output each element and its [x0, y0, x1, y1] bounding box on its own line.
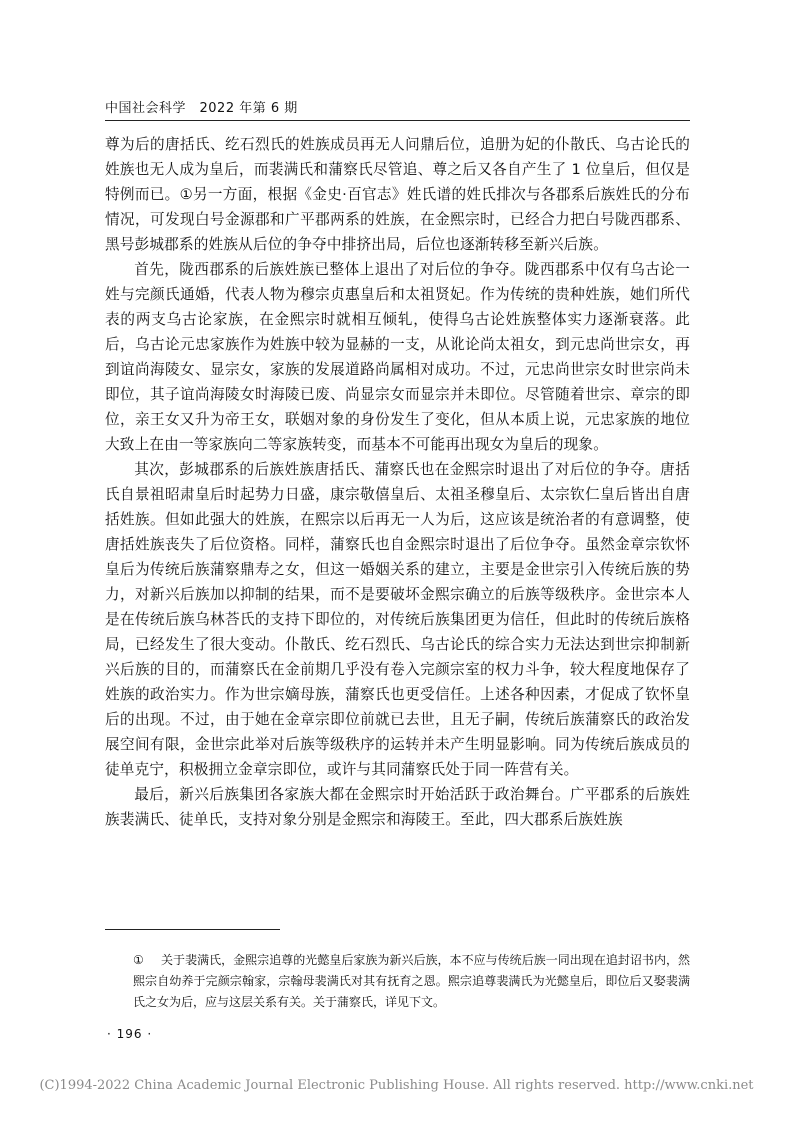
- paragraph-1: 尊为后的唐括氏、纥石烈氏的姓族成员再无人问鼎后位，追册为妃的仆散氏、乌古论氏的姓族也无人成为皇后，而裴满氏和蒲察氏尽管追、尊之后又各自产生了 1 位皇后，但仅是特例而已。①另一方面，根据《金史·百官志》姓氏谱的姓氏排次与各郡系后族姓氏的分布情况，可发现白号金源郡和广平郡两系的姓族，在金熙宗时，已经合力把白号陇西郡系、黑号彭城郡系的姓族从后位的争夺中排挤出局，后位也逐渐转移至新兴后族。: [105, 136, 690, 253]
- body-text: [105, 132, 690, 832]
- footnote: [133, 950, 690, 1013]
- paragraph-4: 最后，新兴后族集团各家族大都在金熙宗时开始活跃于政治舞台。广平郡系的后族姓族裴满氏、徒单氏，支持对象分别是金熙宗和海陵王。至此，四大郡系后族姓族: [105, 786, 690, 828]
- footnote-rule: [105, 929, 280, 930]
- footnote-mark: ①: [133, 953, 144, 967]
- paragraph-3: 其次，彭城郡系的后族姓族唐括氏、蒲察氏也在金熙宗时退出了对后位的争夺。唐括氏自景祖昭肃皇后时起势力日盛，康宗敬僖皇后、太祖圣穆皇后、太宗钦仁皇后皆出自唐括姓族。但如此强大的姓族，在熙宗以后再无一人为后，这应该是统治者的有意调整，使唐括姓族丧失了后位资格。同样，蒲察氏也自金熙宗时退出了后位争夺。虽然金章宗钦怀皇后为传统后族蒲察鼎寿之女，但这一婚姻关系的建立，主要是金世宗引入传统后族的势力，对新兴后族加以抑制的结果，而不是要破坏金熙宗确立的后族等级秩序。金世宗本人是在传统后族乌林荅氏的支持下即位的，对传统后族集团更为信任，但此时的传统后族格局，已经发生了很大变动。仆散氏、纥石烈氏、乌古论氏的综合实力无法达到世宗抑制新兴后族的目的，而蒲察氏在金前期几乎没有卷入完颜宗室的权力斗争，较大程度地保存了姓族的政治实力。作为世宗嫡母族，蒲察氏也更受信任。上述各种因素，才促成了钦怀皇后的出现。不过，由于她在金章宗即位前就已去世，且无子嗣，传统后族蒲察氏的政治发展空间有限，金世宗此举对后族等级秩序的运转并未产生明显影响。同为传统后族成员的徒单克宁，积极拥立金章宗即位，或许与其同蒲察氏处于同一阵营有关。: [105, 461, 690, 778]
- footnote-text: 关于裴满氏，金熙宗追尊的光懿皇后家族为新兴后族，本不应与传统后族一同出现在追封诏书内，然熙宗自幼养于完颜宗翰家，宗翰母裴满氏对其有抚育之恩。熙宗追尊裴满氏为光懿皇后，即位后又娶裴满氏之女为后，应与这层关系有关。关于蒲察氏，详见下文。: [133, 953, 690, 1009]
- paragraph-2: 首先，陇西郡系的后族姓族已整体上退出了对后位的争夺。陇西郡系中仅有乌古论一姓与完颜氏通婚，代表人物为穆宗贞惠皇后和太祖贤妃。作为传统的贵种姓族，她们所代表的两支乌古论家族，在金熙宗时就相互倾轧，使得乌古论姓族整体实力逐渐衰落。此后，乌古论元忠家族作为姓族中较为显赫的一支，从讹论尚太祖女，到元忠尚世宗女，再到谊尚海陵女、显宗女，家族的发展道路尚属相对成功。不过，元忠尚世宗女时世宗尚未即位，其子谊尚海陵女时海陵已废、尚显宗女而显宗并未即位。尽管随着世宗、章宗的即位，亲王女又升为帝王女，联姻对象的身份发生了变化，但从本质上说，元忠家族的地位大致上在由一等家族向二等家族转变，而基本不可能再出现女为皇后的现象。: [105, 261, 690, 453]
- page-number: · 196 ·: [107, 1027, 153, 1041]
- running-head: 中国社会科学 2022 年第 6 期: [105, 101, 298, 116]
- copyright-watermark: (C)1994-2022 China Academic Journal Electronic Publishing House. All rights reserved. http://www.cnki.net: [39, 1078, 754, 1093]
- header-rule: [105, 120, 690, 121]
